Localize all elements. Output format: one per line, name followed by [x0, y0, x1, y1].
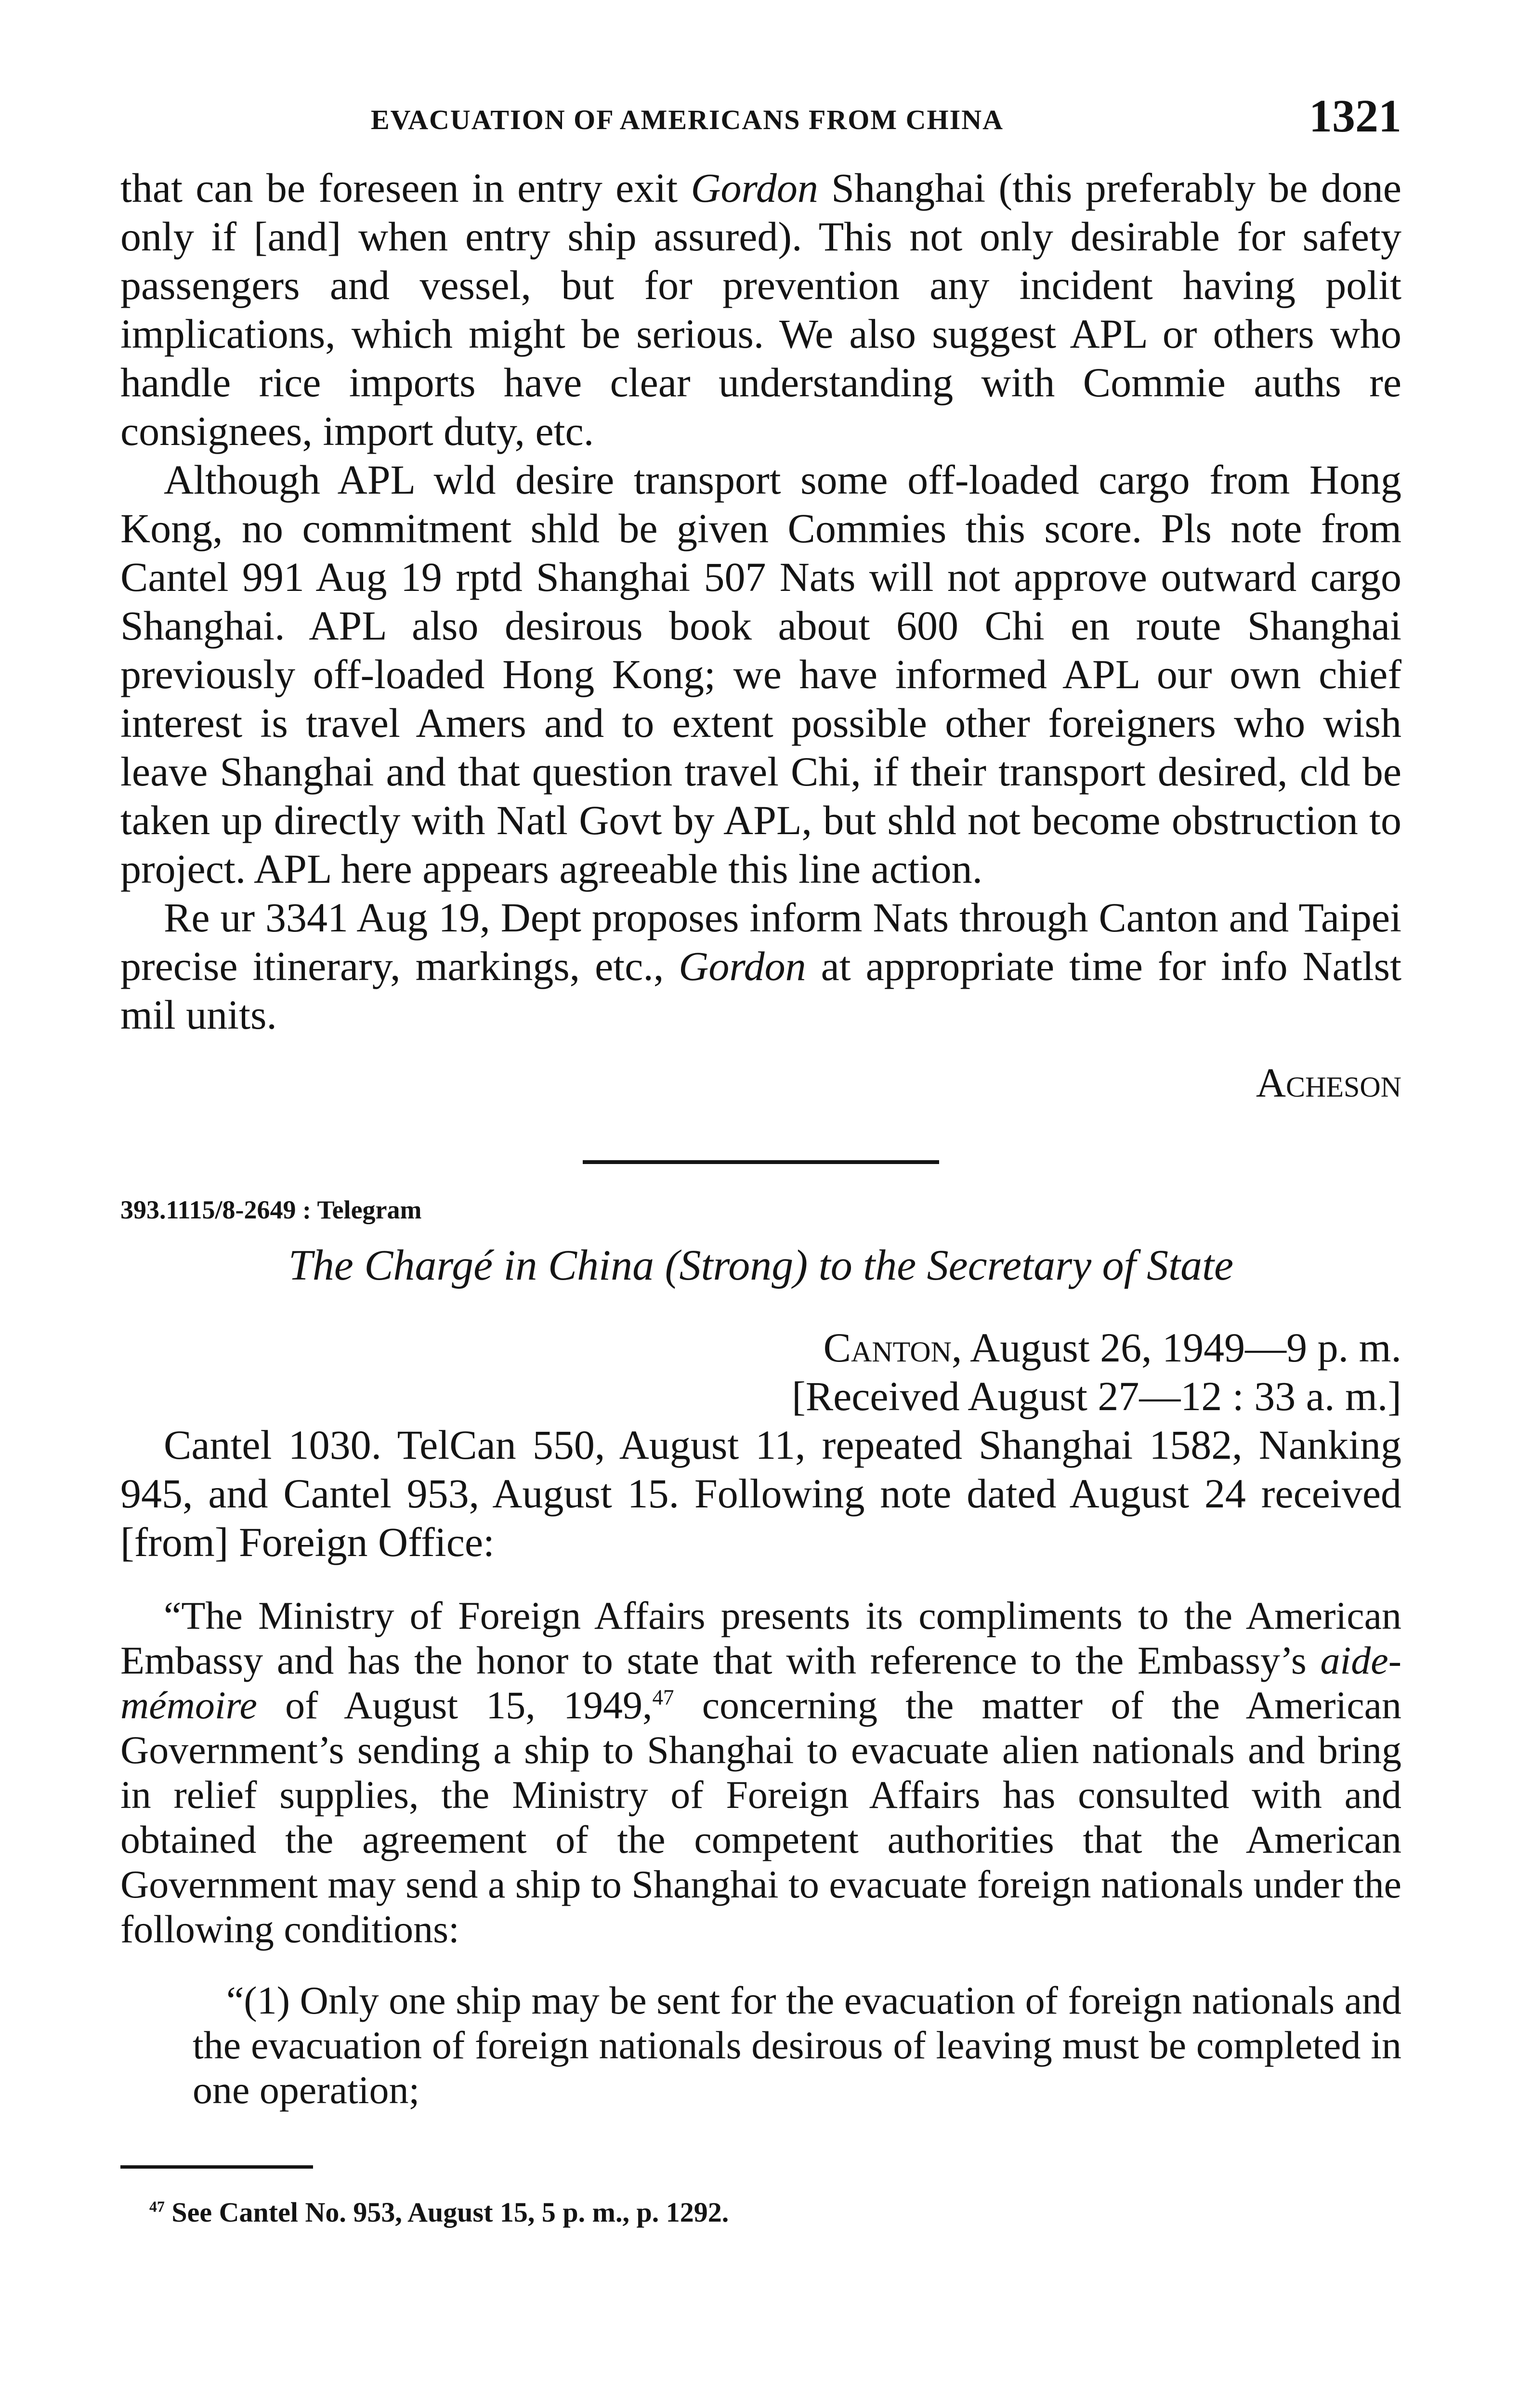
text-run: Shanghai (this preferably be done only if [and] when entry ship assured). This not only desirable for safety passengers and vessel, but for prevention any incident having polit implications, which might be serious. We also suggest APL or others who handle rice imports have clear understanding with Commie auths re consignees, import duty, etc.	[120, 165, 1401, 454]
running-title: EVACUATION OF AMERICANS FROM CHINA	[371, 104, 1004, 135]
text-run: concerning the matter of the American Government’s sending a ship to Shanghai to evacuate alien nationals and bring in relief supplies, the Ministry of Foreign Affairs has consulted with and obtained the agreement of the competent authorities that the American Government may send a ship to Shanghai to evacuate foreign nationals under the following conditions:	[120, 1683, 1401, 1951]
page-body	[120, 164, 1401, 2237]
quoted-note-paragraph	[120, 1593, 1401, 1951]
italic-term: aide-mémoire	[120, 1638, 1401, 1727]
text-run: of August 15, 1949,	[257, 1683, 653, 1727]
quoted-condition-1: “(1) Only one ship may be sent for the evacuation of foreign nationals and the evacuation of foreign nationals desirous of leaving must be completed in one operation;	[193, 1978, 1401, 2112]
text-run: that can be foreseen in entry exit	[120, 165, 691, 211]
page-header	[120, 89, 1401, 147]
signature: Acheson	[1256, 1060, 1401, 1106]
text-run: Re ur 3341 Aug 19, Dept proposes inform Nats through Canton and Taipei precise itinerary, markings, etc.,	[120, 894, 1401, 989]
paragraph-cargo: Although APL wld desire transport some off-loaded cargo from Hong Kong, no commitment shld be given Commies this score. Pls note from Cantel 991 Aug 19 rptd Shanghai 507 Nats will not approve outward cargo Shanghai. APL also desirous book about 600 Chi en route Shanghai previously off-loaded Hong Kong; we have informed APL our own chief interest is travel Amers and to extent possible other foreigners who wish leave Shanghai and that question travel Chi, if their transport desired, cld be taken up directly with Natl Govt by APL, but shld not become obstruction to project. APL here appears agreeable this line action.	[120, 457, 1401, 892]
text-run: at appropriate time for info Natlst mil units.	[120, 943, 1401, 1038]
paragraph-intro: Cantel 1030. TelCan 550, August 11, repeated Shanghai 1582, Nanking 945, and Cantel 953, August 15. Following note dated August 24 received [from] Foreign Office:	[120, 1422, 1401, 1565]
section-divider	[583, 1160, 939, 1164]
footnote-divider	[120, 2165, 313, 2169]
paragraph-itinerary	[120, 893, 1401, 1039]
page-number: 1321	[1309, 90, 1401, 142]
footnote-marker: 47	[149, 2198, 165, 2215]
file-reference: 393.1115/8-2649 : Telegram	[120, 1195, 422, 1224]
dateline	[120, 1323, 1401, 1372]
dateline-place: Canton,	[823, 1324, 962, 1371]
received-line: [Received August 27—12 : 33 a. m.]	[792, 1373, 1401, 1419]
footnote-reference: 47	[652, 1685, 674, 1710]
text-run: “The Ministry of Foreign Affairs presents its compliments to the American Embassy and has the honor to state that with reference to the Embassy’s	[120, 1594, 1401, 1682]
dateline-date: August 26, 1949—9 p. m.	[962, 1324, 1401, 1371]
footnote	[120, 2188, 1401, 2237]
document-title: The Chargé in China (Strong) to the Secretary of State	[288, 1242, 1234, 1289]
ship-name: Gordon	[679, 943, 806, 989]
ship-name: Gordon	[691, 165, 818, 211]
footnote-text: See Cantel No. 953, August 15, 5 p. m., p. 1292.	[164, 2197, 729, 2228]
paragraph-continued	[120, 164, 1401, 456]
